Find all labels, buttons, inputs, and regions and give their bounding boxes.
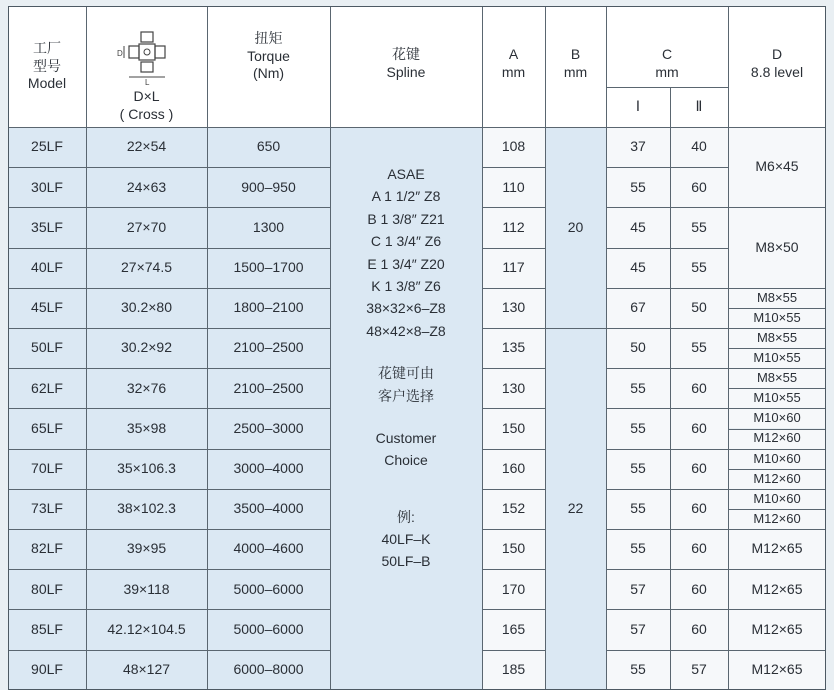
header-d-line: 8.8 level [750,63,804,80]
table-border [8,6,826,690]
spline-option: E 1 3/4″ Z20 [367,255,445,272]
header-b-line: B [570,46,581,62]
c1-value: 55 [630,459,646,476]
spline-option: 38×32×6–Z8 [366,300,446,317]
header-torque-line: 扭矩 [254,30,283,46]
model-value: 70LF [31,459,63,476]
c1-value: 55 [630,379,646,396]
d-value: M6×45 [755,158,799,175]
c1-value: 55 [630,660,646,677]
d-value: M12×60 [753,470,801,486]
spline-option: C 1 3/4″ Z6 [370,233,442,250]
spline-option: 48×42×8–Z8 [366,322,446,339]
a-value: 170 [501,580,526,597]
a-value: 108 [501,138,526,155]
spline-example: 50LF–B [381,553,431,570]
torque-value: 1800–2100 [233,299,304,316]
header-c-line: mm [655,63,679,80]
c1-value: 57 [630,620,646,637]
c1-value: 45 [630,258,646,275]
d-value: M10×60 [753,450,801,466]
header-c-sub-label: Ⅰ [635,98,641,115]
a-value: 152 [501,500,526,517]
spline-option: A 1 1/2″ Z8 [371,188,441,205]
a-value: 117 [502,258,525,275]
a-value: 150 [501,540,526,557]
c2-value: 60 [691,620,707,637]
a-value: 185 [501,660,526,677]
c2-value: 40 [691,138,707,155]
spline-note-en: Customer [375,429,437,446]
torque-value: 650 [256,138,281,155]
c1-value: 37 [630,138,646,155]
spline-note-en: Choice [384,452,428,469]
a-value: 165 [501,620,526,637]
d-value: M12×65 [751,540,803,557]
a-value: 150 [501,419,526,436]
torque-value: 2100–2500 [233,339,304,356]
torque-value: 2100–2500 [233,379,304,396]
d-value: M10×60 [753,410,801,426]
model-value: 73LF [31,500,63,517]
spline-example-label: 例: [397,508,415,525]
header-torque-line: (Nm) [252,65,285,81]
spline-standard: ASAE [387,166,425,182]
c2-value: 55 [691,218,707,235]
model-value: 40LF [31,258,63,275]
c2-value: 60 [691,540,707,557]
cross-dl-value: 30.2×92 [121,339,172,356]
cross-dl-value: 35×98 [126,419,167,436]
header-model-line: 工厂 [33,40,61,57]
cross-dl-value: 39×118 [123,580,170,597]
d-value: M8×55 [756,289,798,305]
spline-option: K 1 3/8″ Z6 [371,277,441,294]
spline-example: 40LF–K [381,531,431,548]
cross-dl-value: 39×95 [126,540,167,557]
cross-dl-value: 42.12×104.5 [107,620,186,637]
a-value: 130 [501,299,526,316]
model-value: 80LF [31,580,63,597]
torque-value: 1500–1700 [233,258,304,275]
torque-value: 900–950 [241,178,296,195]
b-value: 22 [567,500,584,517]
c2-value: 60 [691,178,707,195]
cross-dl-value: 24×63 [126,178,167,195]
d-value: M12×65 [751,580,803,597]
d-value: M10×55 [753,350,801,366]
d-value: M12×60 [753,430,801,446]
c2-value: 60 [691,580,707,597]
a-value: 160 [501,459,526,476]
d-value: M8×50 [755,238,799,255]
cross-dl-value: 32×76 [126,379,167,396]
model-value: 65LF [31,419,63,436]
model-value: 45LF [31,299,63,316]
torque-value: 3500–4000 [233,500,304,517]
torque-value: 4000–4600 [233,540,304,557]
c2-value: 57 [691,660,707,677]
model-value: 30LF [31,178,63,195]
torque-value: 1300 [252,218,285,235]
header-a-line: A [508,46,519,62]
a-value: 110 [502,178,525,195]
c1-value: 55 [630,178,646,195]
b-value: 20 [567,218,584,235]
spline-note-cn: 花键可由 [378,365,434,382]
c2-value: 55 [691,339,707,356]
spline-option: B 1 3/8″ Z21 [367,210,445,227]
c1-value: 50 [630,339,646,356]
header-c-sub-label: Ⅱ [695,98,703,115]
header-spline-line: 花键 [392,46,420,62]
header-torque-line: Torque [247,47,290,64]
model-value: 90LF [31,660,63,677]
d-value: M8×55 [756,370,798,386]
diagram-d-label: D [116,49,123,58]
model-value: 85LF [31,620,63,637]
c1-value: 55 [630,540,646,557]
a-value: 135 [501,339,526,356]
model-value: 50LF [31,339,63,356]
header-cross-dl: D×L [133,88,160,104]
header-a-line: mm [501,63,526,80]
torque-value: 6000–8000 [233,660,304,677]
d-value: M10×55 [753,390,801,406]
c1-value: 67 [630,299,646,316]
header-model-line: Model [27,75,67,92]
header-cross-label: ( Cross ) [119,105,174,122]
c1-value: 55 [630,500,646,517]
torque-value: 5000–6000 [233,620,304,637]
cross-dl-value: 48×127 [122,660,171,677]
header-d-line: D [771,46,783,62]
d-value: M10×55 [753,309,801,325]
model-value: 82LF [31,540,63,557]
torque-value: 5000–6000 [233,580,304,597]
a-value: 112 [502,218,525,235]
torque-value: 2500–3000 [233,419,304,436]
d-value: M12×65 [751,660,803,677]
c2-value: 55 [691,258,707,275]
c1-value: 55 [630,419,646,436]
header-spline-line: Spline [386,63,426,80]
header-model-line: 型号 [33,57,61,74]
model-value: 62LF [31,379,63,396]
torque-value: 3000–4000 [233,459,304,476]
header-c-line: C [661,46,673,62]
d-value: M8×55 [756,329,798,345]
model-value: 35LF [31,218,63,235]
d-value: M10×60 [753,490,801,506]
cross-dl-value: 27×70 [126,218,167,235]
header-b-line: mm [563,63,588,80]
cross-dl-value: 35×106.3 [117,459,176,476]
c2-value: 60 [691,500,707,517]
c2-value: 50 [691,299,707,316]
c1-value: 45 [630,218,646,235]
spline-note-cn: 客户选择 [378,387,434,404]
cross-dl-value: 22×54 [126,138,167,155]
cross-dl-value: 30.2×80 [121,299,172,316]
d-value: M12×60 [753,510,801,526]
a-value: 130 [501,379,526,396]
c2-value: 60 [691,379,707,396]
cross-dl-value: 27×74.5 [121,258,172,275]
model-value: 25LF [31,138,63,155]
d-value: M12×65 [751,620,803,637]
cross-dl-value: 38×102.3 [117,500,176,517]
c2-value: 60 [691,459,707,476]
c1-value: 57 [630,580,646,597]
diagram-l-label: L [144,78,149,86]
c2-value: 60 [691,419,707,436]
